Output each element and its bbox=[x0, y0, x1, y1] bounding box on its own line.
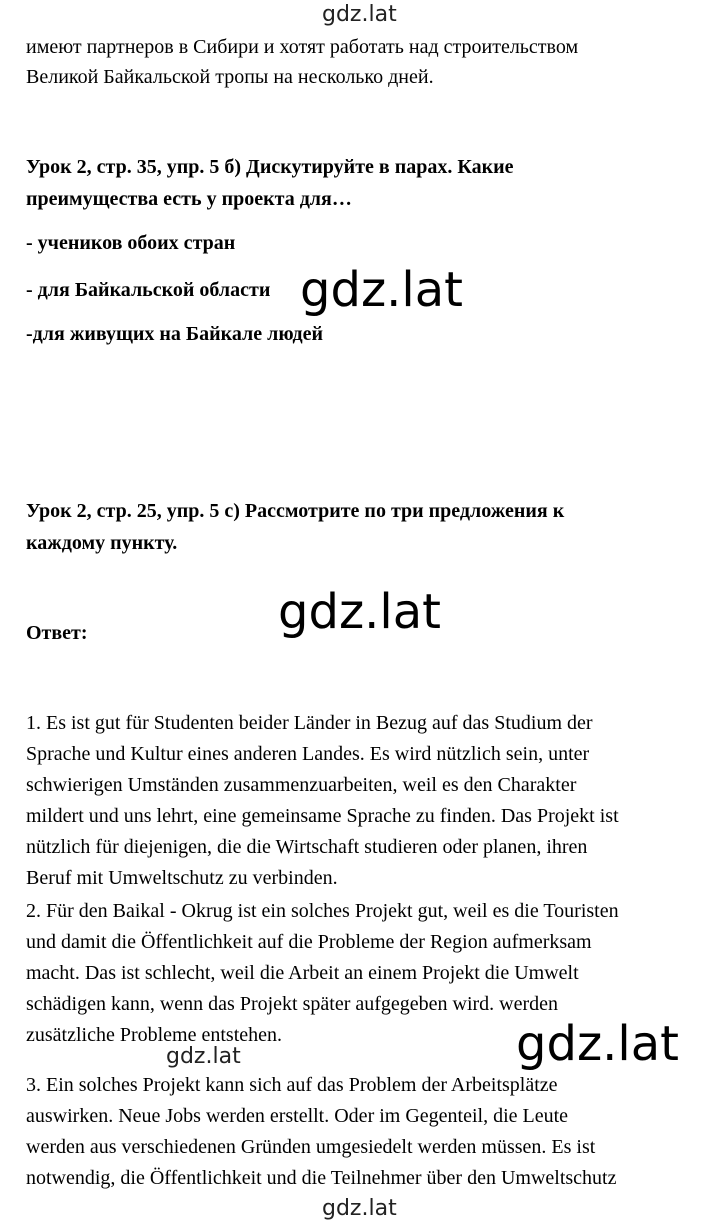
answer-2-line: zusätzliche Probleme entstehen. bbox=[26, 1024, 283, 1046]
task1-title-line-2: преимущества есть у проекта для… bbox=[26, 188, 352, 210]
watermark-bottom: gdz.lat bbox=[322, 1196, 397, 1221]
task1-item-3: -для живущих на Байкале людей bbox=[26, 323, 324, 345]
answer-3-line: 3. Ein solches Projekt kann sich auf das Problem der Arbeitsplätze bbox=[26, 1074, 558, 1096]
answer-1-line: nützlich für diejenigen, die die Wirtschaft studieren oder planen, ihren bbox=[26, 836, 588, 858]
task1-title-line-1: Урок 2, стр. 35, упр. 5 б) Дискутируйте в парах. Какие bbox=[26, 156, 514, 178]
answer-label: Ответ: bbox=[26, 622, 88, 644]
answer-3-line: werden aus verschiedenen Gründen umgesiedelt werden müssen. Es ist bbox=[26, 1136, 596, 1158]
answer-1-line: schwierigen Umständen zusammenzuarbeiten, weil es den Charakter bbox=[26, 774, 577, 796]
answer-1-line: Sprache und Kultur eines anderen Landes. Es wird nützlich sein, unter bbox=[26, 743, 590, 765]
task1-item-2: - для Байкальской области bbox=[26, 279, 271, 301]
task1-item-1: - учеников обоих стран bbox=[26, 232, 236, 254]
watermark-right: gdz.lat bbox=[516, 1016, 679, 1072]
answer-2-line: 2. Für den Baikal - Okrug ist ein solches Projekt gut, weil es die Touristen bbox=[26, 900, 619, 922]
watermark-mid-1: gdz.lat bbox=[300, 262, 463, 318]
watermark-small-mid: gdz.lat bbox=[166, 1044, 241, 1069]
answer-1-line: 1. Es ist gut für Studenten beider Länder in Bezug auf das Studium der bbox=[26, 712, 593, 734]
answer-3-line: notwendig, die Öffentlichkeit und die Teilnehmer über den Umweltschutz bbox=[26, 1167, 617, 1189]
task2-title-line-2: каждому пункту. bbox=[26, 532, 178, 554]
intro-line-1: имеют партнеров в Сибири и хотят работать над строительством bbox=[26, 36, 579, 58]
watermark-top: gdz.lat bbox=[322, 2, 397, 27]
answer-paragraph-1 bbox=[26, 708, 619, 894]
answer-2-line: macht. Das ist schlecht, weil die Arbeit an einem Projekt die Umwelt bbox=[26, 962, 579, 984]
answer-paragraph-3 bbox=[26, 1070, 616, 1194]
intro-line-2: Великой Байкальской тропы на несколько дней. bbox=[26, 66, 434, 88]
watermark-mid-2: gdz.lat bbox=[278, 584, 441, 640]
answer-3-line: auswirken. Neue Jobs werden erstellt. Oder im Gegenteil, die Leute bbox=[26, 1105, 569, 1127]
answer-2-line: schädigen kann, wenn das Projekt später aufgegeben wird. werden bbox=[26, 993, 559, 1015]
task2-title-line-1: Урок 2, стр. 25, упр. 5 с) Рассмотрите по три предложения к bbox=[26, 500, 565, 522]
answer-1-line: Beruf mit Umweltschutz zu verbinden. bbox=[26, 867, 338, 889]
answer-2-line: und damit die Öffentlichkeit auf die Probleme der Region aufmerksam bbox=[26, 931, 592, 953]
answer-1-line: mildert und uns lehrt, eine gemeinsame Sprache zu finden. Das Projekt ist bbox=[26, 805, 619, 827]
